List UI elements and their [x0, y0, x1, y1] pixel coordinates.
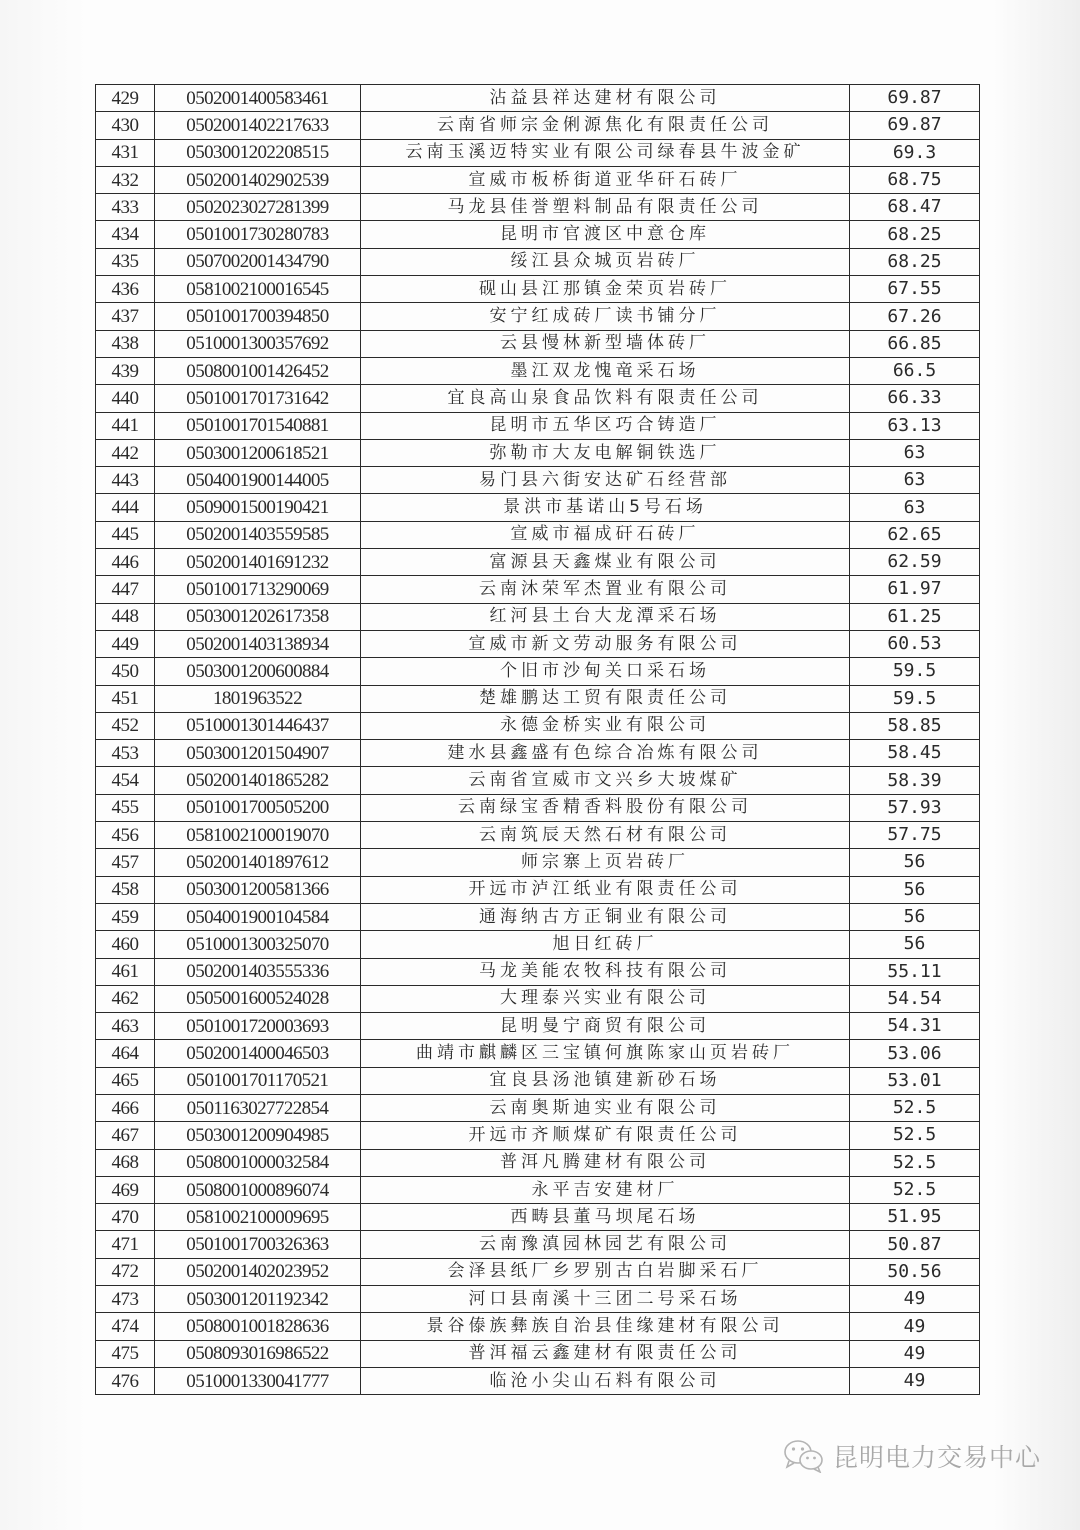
account-code: 0503001201504907 — [155, 740, 361, 767]
row-number: 443 — [96, 467, 155, 494]
table-row — [96, 1204, 980, 1231]
company-name: 开远市泸江纸业有限责任公司 — [361, 876, 850, 903]
company-name: 昆明市官渡区中意仓库 — [361, 221, 850, 248]
company-name: 云南绿宝香精香料股份有限公司 — [361, 794, 850, 821]
row-number: 436 — [96, 276, 155, 303]
score-value: 56 — [850, 849, 980, 876]
score-value: 63.13 — [850, 412, 980, 439]
wechat-icon — [783, 1439, 825, 1473]
company-name: 弥勒市大友电解铜铁选厂 — [361, 439, 850, 466]
table-row — [96, 1286, 980, 1313]
account-code: 0581002100009695 — [155, 1204, 361, 1231]
table-row — [96, 985, 980, 1012]
account-code: 0501163027722854 — [155, 1094, 361, 1121]
score-value: 52.5 — [850, 1094, 980, 1121]
account-code: 0510001300325070 — [155, 931, 361, 958]
score-value: 68.25 — [850, 248, 980, 275]
company-name: 云南筑辰天然石材有限公司 — [361, 822, 850, 849]
company-name: 景洪市基诺山5号石场 — [361, 494, 850, 521]
row-number: 470 — [96, 1204, 155, 1231]
account-code: 0503001202617358 — [155, 603, 361, 630]
table-row — [96, 794, 980, 821]
table-row — [96, 194, 980, 221]
table-row — [96, 166, 980, 193]
account-code: 0581002100019070 — [155, 822, 361, 849]
company-name: 绥江县众城页岩砖厂 — [361, 248, 850, 275]
company-name: 宜良高山泉食品饮料有限责任公司 — [361, 385, 850, 412]
table-row — [96, 1013, 980, 1040]
company-name: 通海纳古方正铜业有限公司 — [361, 903, 850, 930]
score-value: 56 — [850, 876, 980, 903]
row-number: 441 — [96, 412, 155, 439]
company-name: 永德金桥实业有限公司 — [361, 712, 850, 739]
score-value: 61.25 — [850, 603, 980, 630]
company-name: 个旧市沙甸关口采石场 — [361, 658, 850, 685]
table-row — [96, 467, 980, 494]
account-code: 0510001301446437 — [155, 712, 361, 739]
table-row — [96, 958, 980, 985]
company-name: 师宗寨上页岩砖厂 — [361, 849, 850, 876]
score-value: 67.55 — [850, 276, 980, 303]
row-number: 472 — [96, 1258, 155, 1285]
account-code: 0501001730280783 — [155, 221, 361, 248]
table-row — [96, 603, 980, 630]
company-name: 沾益县祥达建材有限公司 — [361, 85, 850, 112]
score-value: 63 — [850, 467, 980, 494]
score-value: 66.85 — [850, 330, 980, 357]
account-code: 0501001701540881 — [155, 412, 361, 439]
account-code: 0504001900104584 — [155, 903, 361, 930]
row-number: 453 — [96, 740, 155, 767]
company-name: 河口县南溪十三团二号采石场 — [361, 1286, 850, 1313]
score-value: 59.5 — [850, 658, 980, 685]
score-value: 49 — [850, 1340, 980, 1367]
row-number: 430 — [96, 112, 155, 139]
account-code: 0507002001434790 — [155, 248, 361, 275]
account-code: 0502001403555336 — [155, 958, 361, 985]
company-name: 建水县鑫盛有色综合冶炼有限公司 — [361, 740, 850, 767]
table-row — [96, 849, 980, 876]
account-code: 0501001700394850 — [155, 303, 361, 330]
account-code: 0505001600524028 — [155, 985, 361, 1012]
table-row — [96, 1094, 980, 1121]
row-number: 442 — [96, 439, 155, 466]
company-name: 昆明市五华区巧合铸造厂 — [361, 412, 850, 439]
table-row — [96, 1231, 980, 1258]
account-code: 0501001701731642 — [155, 385, 361, 412]
company-name: 马龙县佳誉塑料制品有限责任公司 — [361, 194, 850, 221]
table-row — [96, 330, 980, 357]
company-name: 云南省宣威市文兴乡大坡煤矿 — [361, 767, 850, 794]
company-name: 云南省师宗金俐源焦化有限责任公司 — [361, 112, 850, 139]
company-name: 砚山县江那镇金荣页岩砖厂 — [361, 276, 850, 303]
table-row — [96, 822, 980, 849]
score-value: 52.5 — [850, 1122, 980, 1149]
table-row — [96, 357, 980, 384]
row-number: 469 — [96, 1176, 155, 1203]
score-value: 50.87 — [850, 1231, 980, 1258]
table-row — [96, 276, 980, 303]
account-code: 0501001701170521 — [155, 1067, 361, 1094]
company-name: 楚雄鹏达工贸有限责任公司 — [361, 685, 850, 712]
account-code: 0503001202208515 — [155, 139, 361, 166]
row-number: 454 — [96, 767, 155, 794]
score-value: 69.87 — [850, 85, 980, 112]
score-value: 67.26 — [850, 303, 980, 330]
table-body — [96, 85, 980, 1395]
table-row — [96, 1313, 980, 1340]
table-row — [96, 85, 980, 112]
table-row — [96, 221, 980, 248]
score-value: 49 — [850, 1367, 980, 1394]
score-value: 55.11 — [850, 958, 980, 985]
company-name: 易门县六街安达矿石经营部 — [361, 467, 850, 494]
row-number: 456 — [96, 822, 155, 849]
account-code: 0502001401865282 — [155, 767, 361, 794]
account-code: 0503001200581366 — [155, 876, 361, 903]
score-value: 57.93 — [850, 794, 980, 821]
company-name: 云南豫滇园林园艺有限公司 — [361, 1231, 850, 1258]
table-row — [96, 630, 980, 657]
account-code: 0508093016986522 — [155, 1340, 361, 1367]
table-row — [96, 303, 980, 330]
row-number: 447 — [96, 576, 155, 603]
row-number: 433 — [96, 194, 155, 221]
score-value: 54.54 — [850, 985, 980, 1012]
account-code: 0502001402023952 — [155, 1258, 361, 1285]
score-value: 58.85 — [850, 712, 980, 739]
score-value: 58.45 — [850, 740, 980, 767]
table-row — [96, 1340, 980, 1367]
account-code: 0502001403138934 — [155, 630, 361, 657]
score-value: 52.5 — [850, 1176, 980, 1203]
score-value: 62.65 — [850, 521, 980, 548]
score-value: 62.59 — [850, 549, 980, 576]
account-code: 0502001401897612 — [155, 849, 361, 876]
account-code: 0502001400583461 — [155, 85, 361, 112]
row-number: 474 — [96, 1313, 155, 1340]
score-value: 61.97 — [850, 576, 980, 603]
table-row — [96, 1067, 980, 1094]
table-row — [96, 1149, 980, 1176]
score-value: 58.39 — [850, 767, 980, 794]
row-number: 448 — [96, 603, 155, 630]
score-value: 56 — [850, 931, 980, 958]
account-code: 0502001402217633 — [155, 112, 361, 139]
account-code: 0503001200904985 — [155, 1122, 361, 1149]
score-value: 53.01 — [850, 1067, 980, 1094]
row-number: 439 — [96, 357, 155, 384]
account-code: 0581002100016545 — [155, 276, 361, 303]
row-number: 437 — [96, 303, 155, 330]
account-code: 0503001200618521 — [155, 439, 361, 466]
company-name: 西畴县董马坝尾石场 — [361, 1204, 850, 1231]
table-row — [96, 712, 980, 739]
row-number: 464 — [96, 1040, 155, 1067]
row-number: 467 — [96, 1122, 155, 1149]
company-name: 开远市齐顺煤矿有限责任公司 — [361, 1122, 850, 1149]
score-value: 69.87 — [850, 112, 980, 139]
row-number: 462 — [96, 985, 155, 1012]
company-name: 云南玉溪迈特实业有限公司绿春县牛波金矿 — [361, 139, 850, 166]
table-row — [96, 521, 980, 548]
score-value: 52.5 — [850, 1149, 980, 1176]
account-code: 1801963522 — [155, 685, 361, 712]
company-name: 旭日红砖厂 — [361, 931, 850, 958]
row-number: 457 — [96, 849, 155, 876]
row-number: 431 — [96, 139, 155, 166]
table-row — [96, 385, 980, 412]
table-row — [96, 1122, 980, 1149]
account-code: 0508001001828636 — [155, 1313, 361, 1340]
row-number: 446 — [96, 549, 155, 576]
score-value: 49 — [850, 1313, 980, 1340]
row-number: 444 — [96, 494, 155, 521]
company-name: 墨江双龙愧竜采石场 — [361, 357, 850, 384]
company-name: 宣威市福成矸石砖厂 — [361, 521, 850, 548]
table-row — [96, 412, 980, 439]
table-row — [96, 439, 980, 466]
watermark-text: 昆明电力交易中心 — [833, 1443, 1042, 1472]
score-value: 69.3 — [850, 139, 980, 166]
row-number: 459 — [96, 903, 155, 930]
row-number: 438 — [96, 330, 155, 357]
row-number: 440 — [96, 385, 155, 412]
table-row — [96, 1367, 980, 1394]
account-code: 0502001401691232 — [155, 549, 361, 576]
row-number: 452 — [96, 712, 155, 739]
table-row — [96, 1176, 980, 1203]
company-name: 云南沐荣军杰置业有限公司 — [361, 576, 850, 603]
company-name: 宣威市新文劳动服务有限公司 — [361, 630, 850, 657]
score-value: 68.47 — [850, 194, 980, 221]
company-name: 普洱福云鑫建材有限责任公司 — [361, 1340, 850, 1367]
score-value: 63 — [850, 439, 980, 466]
row-number: 432 — [96, 166, 155, 193]
table-row — [96, 767, 980, 794]
account-code: 0503001200600884 — [155, 658, 361, 685]
account-code: 0501001713290069 — [155, 576, 361, 603]
account-code: 0510001300357692 — [155, 330, 361, 357]
table-row — [96, 576, 980, 603]
account-code: 0508001001426452 — [155, 357, 361, 384]
score-value: 59.5 — [850, 685, 980, 712]
table-row — [96, 549, 980, 576]
score-value: 68.25 — [850, 221, 980, 248]
row-number: 434 — [96, 221, 155, 248]
row-number: 435 — [96, 248, 155, 275]
company-name: 安宁红成砖厂读书铺分厂 — [361, 303, 850, 330]
account-code: 0510001330041777 — [155, 1367, 361, 1394]
row-number: 429 — [96, 85, 155, 112]
score-value: 49 — [850, 1286, 980, 1313]
row-number: 465 — [96, 1067, 155, 1094]
row-number: 455 — [96, 794, 155, 821]
company-name: 普洱凡腾建材有限公司 — [361, 1149, 850, 1176]
row-number: 445 — [96, 521, 155, 548]
row-number: 449 — [96, 630, 155, 657]
account-code: 0509001500190421 — [155, 494, 361, 521]
company-name: 宜良县汤池镇建新砂石场 — [361, 1067, 850, 1094]
row-number: 466 — [96, 1094, 155, 1121]
account-code: 0502001403559585 — [155, 521, 361, 548]
company-name: 昆明曼宁商贸有限公司 — [361, 1013, 850, 1040]
table-row — [96, 112, 980, 139]
table-row — [96, 139, 980, 166]
table-row — [96, 740, 980, 767]
table-row — [96, 658, 980, 685]
score-value: 51.95 — [850, 1204, 980, 1231]
score-value: 68.75 — [850, 166, 980, 193]
table-row — [96, 931, 980, 958]
row-number: 475 — [96, 1340, 155, 1367]
score-value: 66.33 — [850, 385, 980, 412]
score-value: 66.5 — [850, 357, 980, 384]
company-name: 临沧小尖山石料有限公司 — [361, 1367, 850, 1394]
row-number: 476 — [96, 1367, 155, 1394]
account-code: 0502001400046503 — [155, 1040, 361, 1067]
table-row — [96, 1258, 980, 1285]
watermark — [783, 1438, 1041, 1474]
table-row — [96, 903, 980, 930]
table-row — [96, 876, 980, 903]
row-number: 463 — [96, 1013, 155, 1040]
score-value: 53.06 — [850, 1040, 980, 1067]
row-number: 460 — [96, 931, 155, 958]
table-row — [96, 494, 980, 521]
company-name: 大理泰兴实业有限公司 — [361, 985, 850, 1012]
row-number: 468 — [96, 1149, 155, 1176]
company-name: 云南奥斯迪实业有限公司 — [361, 1094, 850, 1121]
row-number: 458 — [96, 876, 155, 903]
company-score-table — [95, 84, 980, 1395]
score-value: 56 — [850, 903, 980, 930]
row-number: 461 — [96, 958, 155, 985]
account-code: 0508001000032584 — [155, 1149, 361, 1176]
row-number: 451 — [96, 685, 155, 712]
account-code: 0503001201192342 — [155, 1286, 361, 1313]
company-name: 景谷傣族彝族自治县佳缘建材有限公司 — [361, 1313, 850, 1340]
company-name: 永平吉安建材厂 — [361, 1176, 850, 1203]
row-number: 473 — [96, 1286, 155, 1313]
score-value: 60.53 — [850, 630, 980, 657]
score-value: 57.75 — [850, 822, 980, 849]
row-number: 471 — [96, 1231, 155, 1258]
score-value: 50.56 — [850, 1258, 980, 1285]
company-name: 红河县土台大龙潭采石场 — [361, 603, 850, 630]
account-code: 0501001720003693 — [155, 1013, 361, 1040]
account-code: 0501001700505200 — [155, 794, 361, 821]
score-value: 54.31 — [850, 1013, 980, 1040]
company-name: 会泽县纸厂乡罗别古白岩脚采石厂 — [361, 1258, 850, 1285]
account-code: 0502001402902539 — [155, 166, 361, 193]
table-row — [96, 1040, 980, 1067]
company-name: 宣威市板桥街道亚华矸石砖厂 — [361, 166, 850, 193]
row-number: 450 — [96, 658, 155, 685]
account-code: 0504001900144005 — [155, 467, 361, 494]
company-name: 富源县天鑫煤业有限公司 — [361, 549, 850, 576]
company-name: 马龙美能农牧科技有限公司 — [361, 958, 850, 985]
account-code: 0502023027281399 — [155, 194, 361, 221]
account-code: 0501001700326363 — [155, 1231, 361, 1258]
table-row — [96, 685, 980, 712]
account-code: 0508001000896074 — [155, 1176, 361, 1203]
table-row — [96, 248, 980, 275]
company-name: 云县慢林新型墙体砖厂 — [361, 330, 850, 357]
score-value: 63 — [850, 494, 980, 521]
company-name: 曲靖市麒麟区三宝镇何旗陈家山页岩砖厂 — [361, 1040, 850, 1067]
